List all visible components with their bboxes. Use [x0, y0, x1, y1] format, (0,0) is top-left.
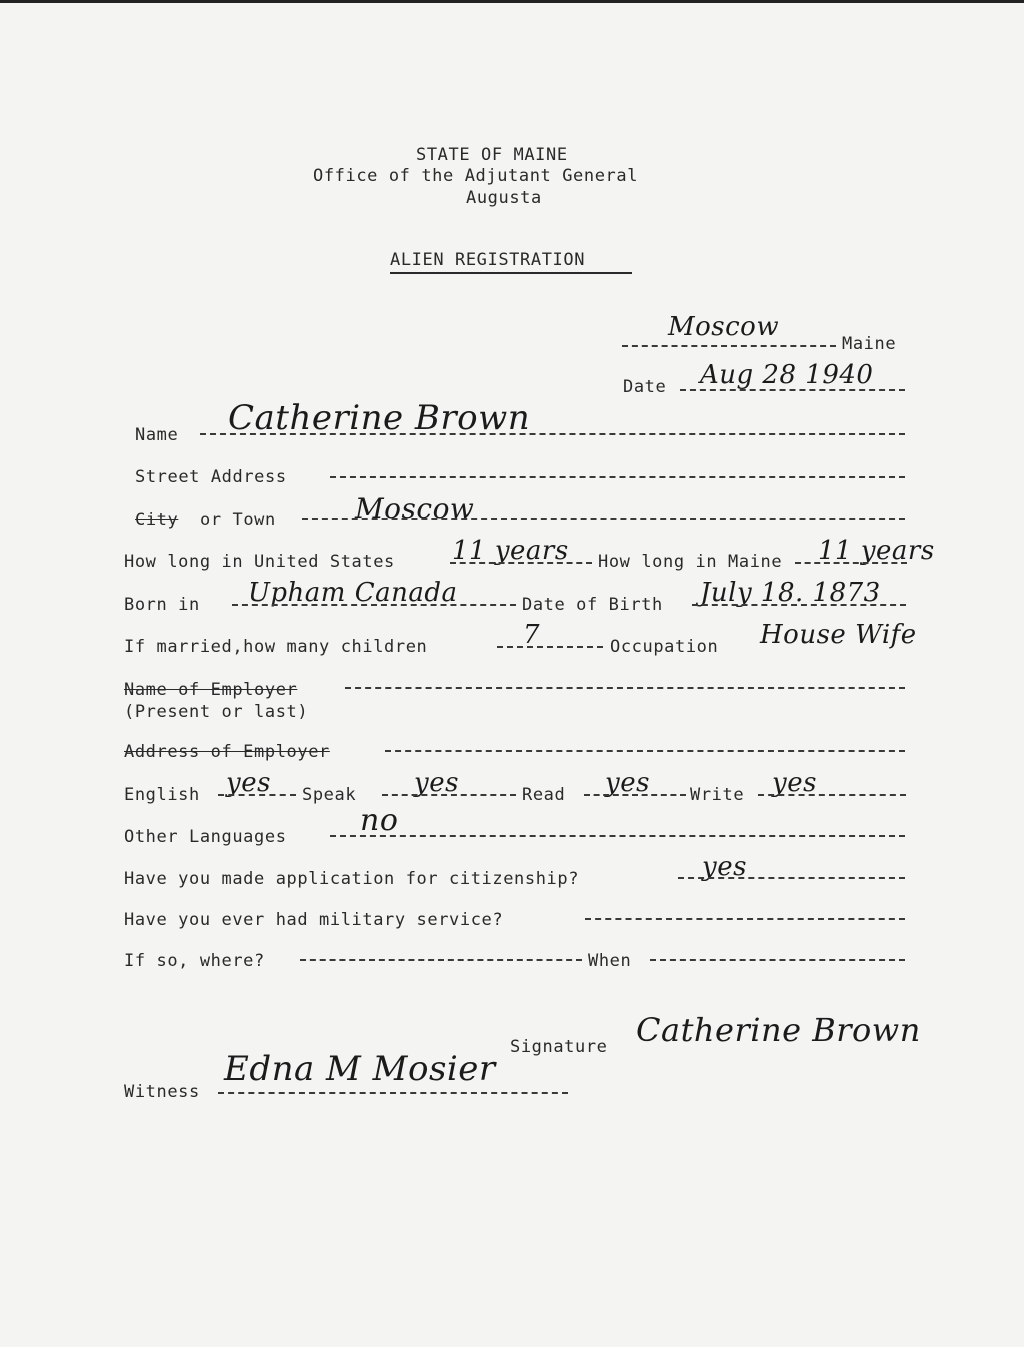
- city-line: [302, 518, 905, 520]
- title-underline: [390, 272, 632, 274]
- place-suffix: Maine: [842, 334, 897, 354]
- other-lang-label: Other Languages: [124, 827, 287, 847]
- speak-label: Speak: [302, 785, 357, 805]
- place-value: Moscow: [668, 312, 780, 342]
- name-value: Catherine Brown: [228, 398, 531, 438]
- dob-label: Date of Birth: [522, 595, 663, 615]
- where-line: [300, 959, 582, 961]
- place-line: [622, 345, 836, 347]
- date-label: Date: [623, 377, 667, 397]
- date-value: Aug 28 1940: [700, 360, 874, 390]
- read-line: [584, 794, 686, 796]
- english-value: yes: [226, 768, 271, 798]
- speak-value: yes: [414, 768, 459, 798]
- maine-label: How long in Maine: [598, 552, 783, 572]
- military-line: [585, 918, 905, 920]
- employer-label: Name of Employer: [124, 680, 298, 700]
- city-label-struck: City: [135, 510, 179, 530]
- header-state: STATE OF MAINE: [416, 145, 568, 165]
- english-label: English: [124, 785, 200, 805]
- header-city: Augusta: [466, 188, 542, 208]
- street-label: Street Address: [135, 467, 287, 487]
- write-line: [758, 794, 906, 796]
- citizenship-value: yes: [702, 852, 747, 882]
- born-value: Upham Canada: [248, 578, 458, 608]
- name-label: Name: [135, 425, 179, 445]
- military-label: Have you ever had military service?: [124, 910, 504, 930]
- where-label: If so, where?: [124, 951, 265, 971]
- scan-top-edge: [0, 0, 1024, 3]
- employer-address-line: [385, 750, 905, 752]
- header-office: Office of the Adjutant General: [313, 166, 639, 186]
- when-line: [650, 959, 905, 961]
- dob-value: July 18. 1873: [700, 578, 881, 608]
- write-value: yes: [772, 768, 817, 798]
- write-label: Write: [690, 785, 745, 805]
- street-line: [330, 476, 905, 478]
- us-label: How long in United States: [124, 552, 395, 572]
- children-label: If married,how many children: [124, 637, 428, 657]
- citizenship-line: [678, 877, 905, 879]
- children-value: 7: [523, 620, 541, 650]
- english-line: [218, 794, 296, 796]
- city-label: or Town: [200, 510, 276, 530]
- occupation-label: Occupation: [610, 637, 719, 657]
- dob-line: [692, 604, 906, 606]
- occupation-value: House Wife: [760, 620, 917, 650]
- us-value: 11 years: [452, 536, 569, 566]
- born-label: Born in: [124, 595, 200, 615]
- read-label: Read: [522, 785, 566, 805]
- name-line: [200, 433, 905, 435]
- employer-line: [345, 687, 905, 689]
- date-line: [680, 389, 905, 391]
- children-line: [497, 646, 603, 648]
- signature-label: Signature: [510, 1037, 608, 1057]
- witness-line: [218, 1092, 568, 1094]
- born-line: [232, 604, 516, 606]
- city-value: Moscow: [355, 492, 475, 525]
- citizenship-label: Have you made application for citizenship?: [124, 869, 580, 889]
- signature-value: Catherine Brown: [636, 1011, 921, 1049]
- other-lang-line: [330, 835, 905, 837]
- maine-line: [795, 562, 907, 564]
- read-value: yes: [605, 768, 650, 798]
- witness-label: Witness: [124, 1082, 200, 1102]
- speak-line: [382, 794, 516, 796]
- form-title: ALIEN REGISTRATION: [390, 250, 586, 270]
- employer-address-label: Address of Employer: [124, 742, 330, 762]
- employer-sub: (Present or last): [124, 702, 309, 722]
- us-line: [450, 562, 592, 564]
- other-lang-value: no: [360, 803, 399, 838]
- when-label: When: [588, 951, 632, 971]
- maine-value: 11 years: [818, 536, 935, 566]
- witness-value: Edna M Mosier: [224, 1049, 496, 1089]
